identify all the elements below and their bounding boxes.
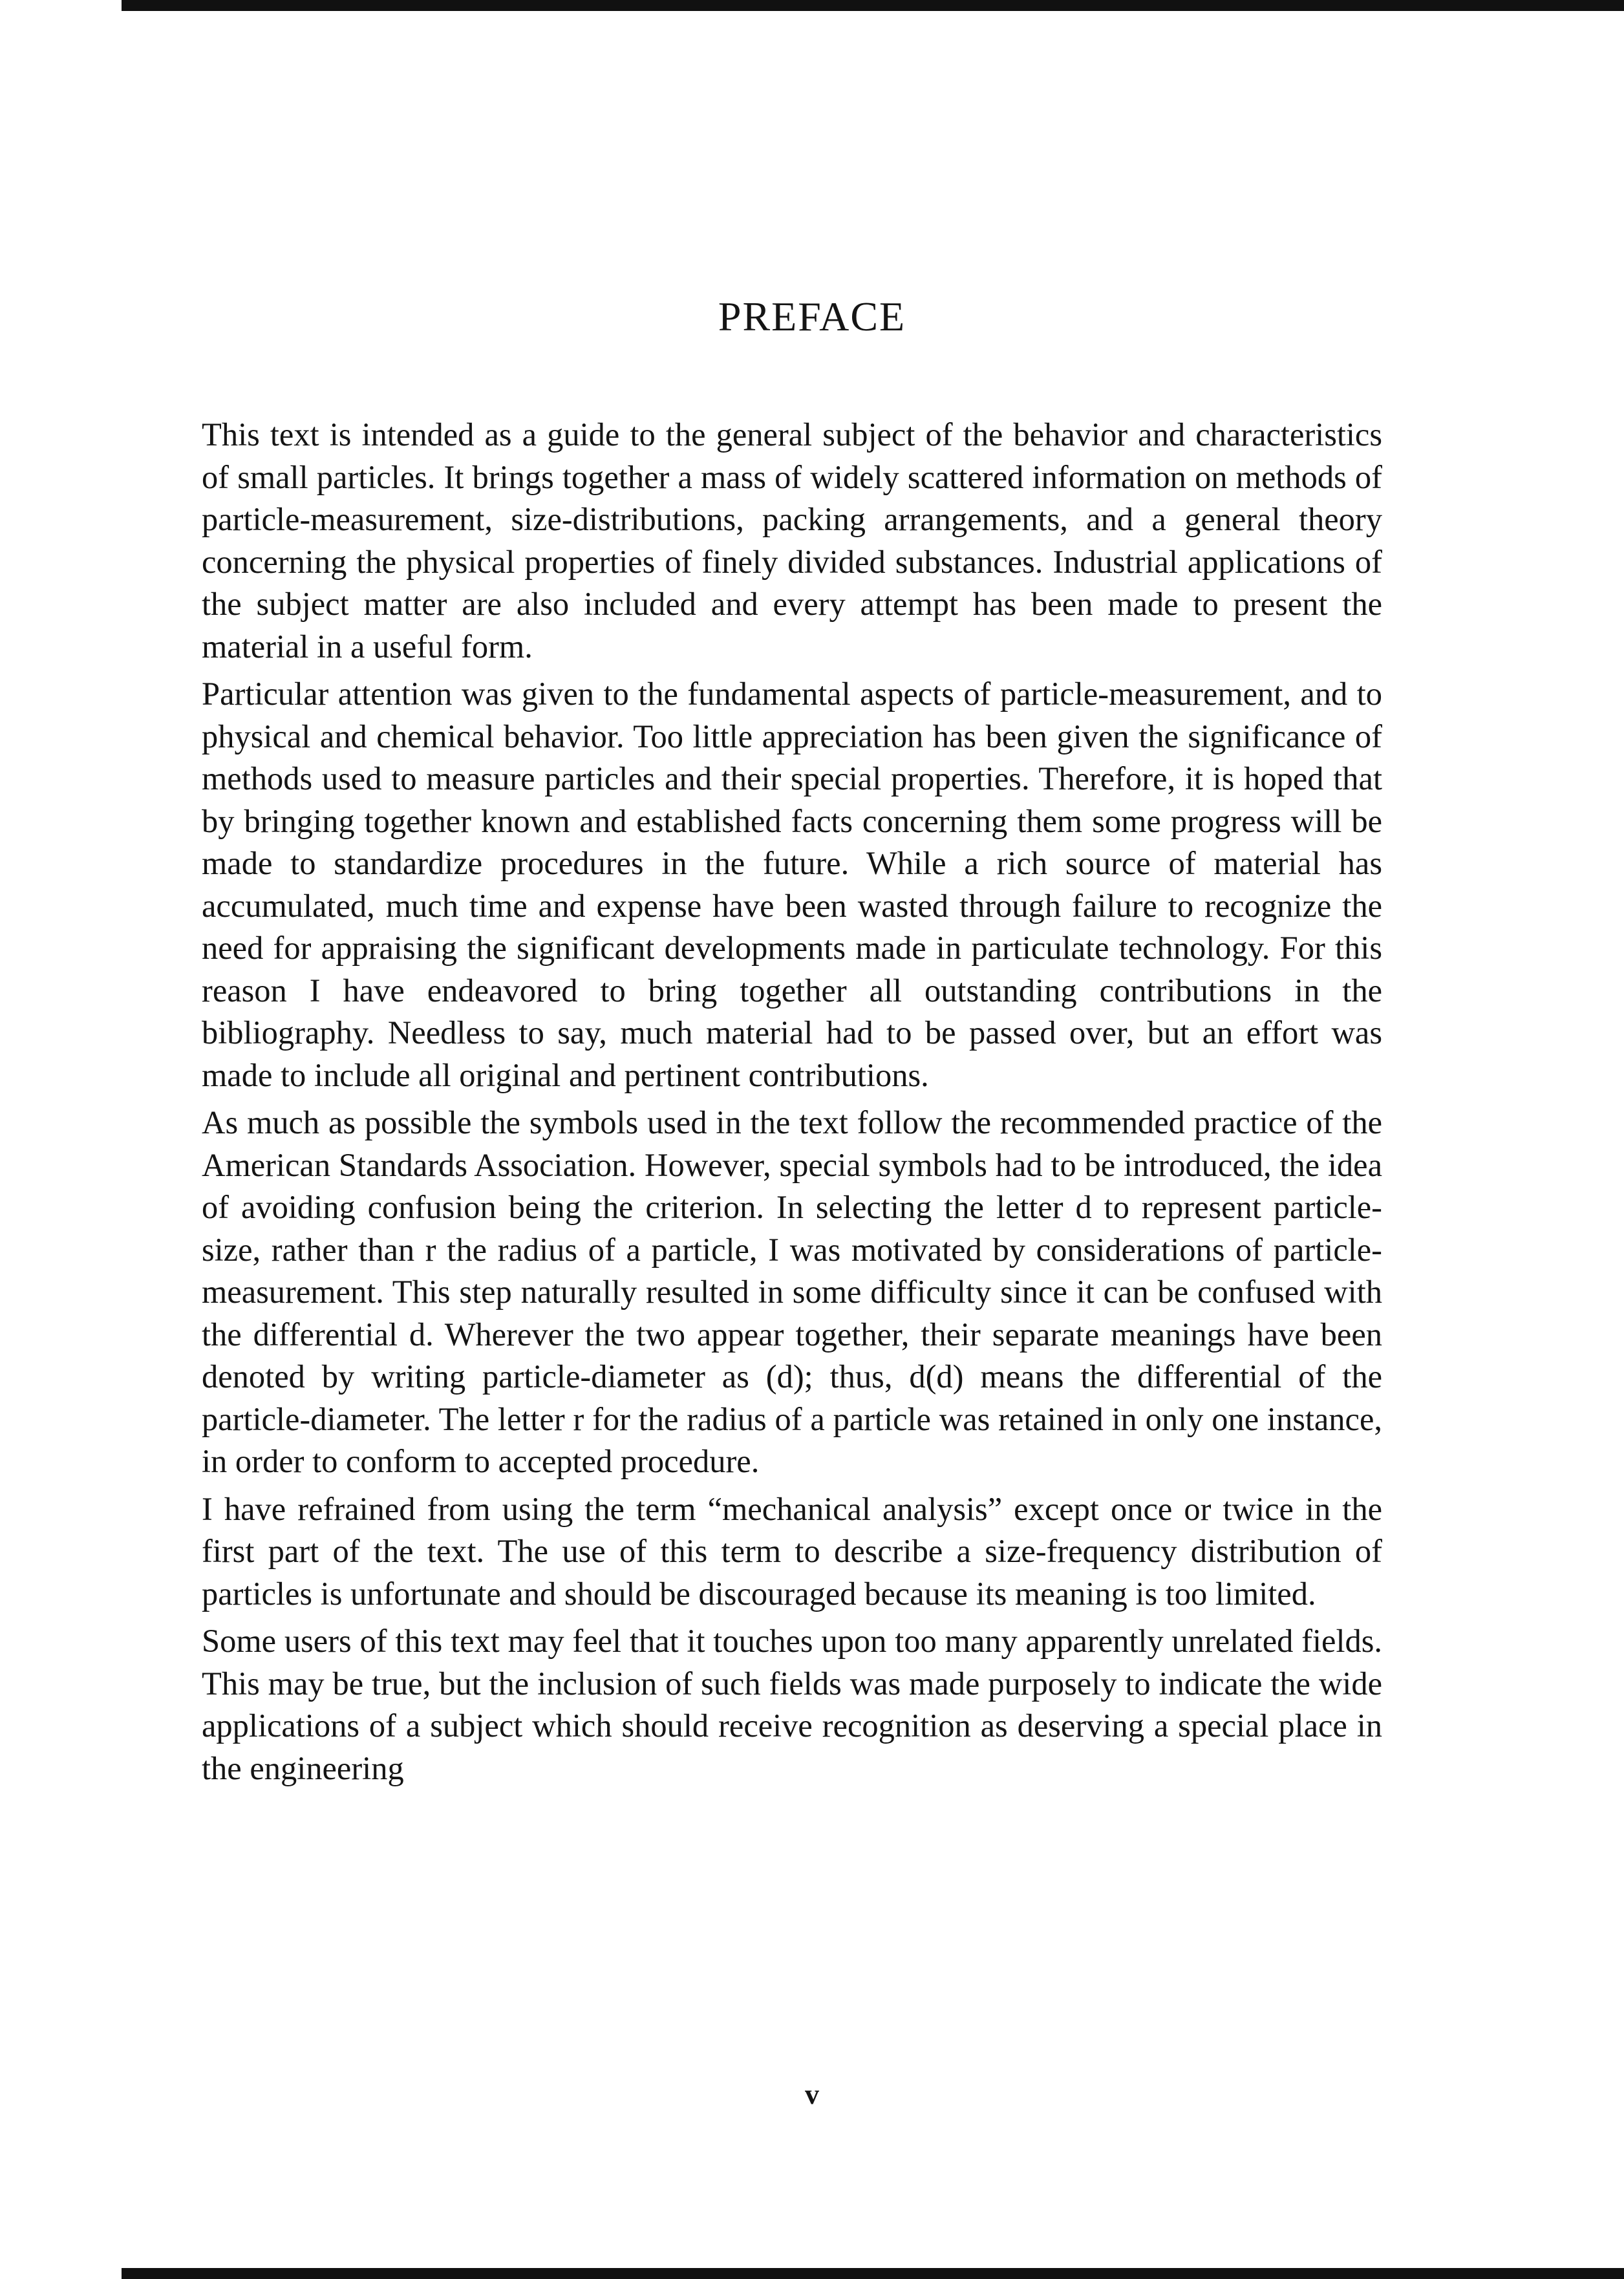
top-rule: [122, 0, 1624, 11]
paragraph-terminology: I have refrained from using the term “mechanical analysis” except once or twice in the first part of the text. The use of this term to describe a size-frequency distribution of particles is unfortunate and should be discouraged because its meaning is too limited.: [202, 1490, 1382, 1612]
preface-body: [202, 414, 1382, 1795]
paragraph-intro: This text is intended as a guide to the general subject of the behavior and characteristics of small particles. It brings together a mass of widely scattered information on methods of particle-measurement, size-distributions, packing arrangements, and a general theory concerning the physical properties of finely divided substances. Industrial applications of the subject matter are also included and every attempt has been made to present the material in a useful form.: [202, 416, 1382, 665]
page-title: PREFACE: [718, 294, 906, 339]
page-number: v: [805, 2079, 819, 2110]
bottom-rule: [122, 2268, 1624, 2279]
paragraph-symbols: As much as possible the symbols used in the text follow the recommended practice of the American Standards Association. However, special symbols had to be introduced, the idea of avoiding confusion being the criterion. In selecting the letter d to represent particle-size, rather than r the radius of a particle, I was motivated by considerations of particle-measurement. This step naturally resulted in some difficulty since it can be confused with the differential d. Wherever the two appear together, their separate meanings have been denoted by writing particle-diameter as (d); thus, d(d) means the differential of the particle-diameter. The letter r for the radius of a particle was retained in only one instance, in order to conform to accepted procedure.: [202, 1104, 1382, 1479]
paragraph-scope: Some users of this text may feel that it touches upon too many apparently unrelated fields. This may be true, but the inclusion of such fields was made purposely to indicate the wide applications of a subject which should receive recognition as deserving a special place in the engineering: [202, 1623, 1382, 1786]
paragraph-measurement: Particular attention was given to the fundamental aspects of particle-measurement, and to physical and chemical behavior. Too little appreciation has been given the significance of methods used to measure particles and their special properties. Therefore, it is hoped that by bringing together known and established facts concerning them some progress will be made to standardize procedures in the future. While a rich source of material has accumulated, much time and expense have been wasted through failure to recognize the need for appraising the significant developments made in particulate technology. For this reason I have endeavored to bring together all outstanding contributions in the bibliography. Needless to say, much material had to be passed over, but an effort was made to include all original and pertinent contributions.: [202, 676, 1382, 1093]
